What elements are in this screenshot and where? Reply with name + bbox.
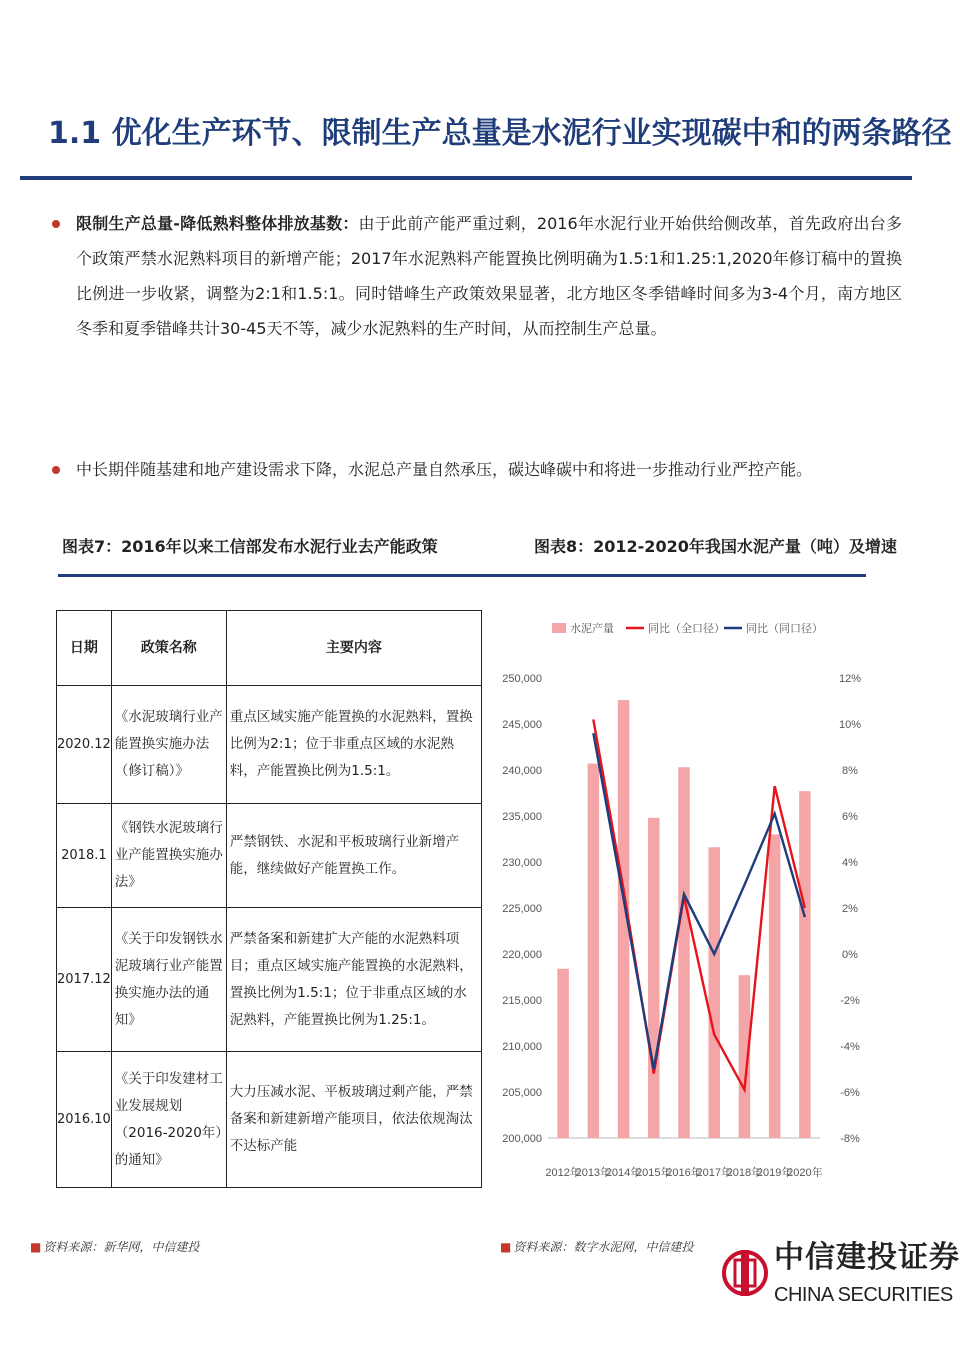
bullet-text: 中长期伴随基建和地产建设需求下降，水泥总产量自然承压，碳达峰碳中和将进一步推动行业严控产能。 [76,460,813,479]
bullet-lead: 限制生产总量-降低熟料整体排放基数： [76,214,359,233]
cell-content: 严禁钢铁、水泥和平板玻璃行业新增产能，继续做好产能置换工作。 [226,804,481,908]
header-content: 主要内容 [226,611,481,686]
cell-name: 《钢铁水泥玻璃行业产能置换实施办法》 [111,804,226,908]
y2-tick-label: -8% [840,1133,860,1145]
bullet-dot [52,466,60,474]
china-securities-logo [722,1226,960,1326]
table-row [57,686,482,804]
y2-tick-label: -4% [840,1041,860,1053]
cell-date: 2018.1 [57,804,112,908]
y2-tick-label: 0% [842,949,858,961]
bar-2020年 [799,791,810,1138]
y-tick-label: 210,000 [502,1041,542,1053]
y-tick-label: 205,000 [502,1087,542,1099]
bullet-dot [52,220,60,228]
bar-2019年 [769,834,780,1138]
page-title: 1.1 优化生产环节、限制生产总量是水泥行业实现碳中和的两条路径 [48,116,952,151]
x-tick-label: 2014年 [605,1167,642,1179]
y2-tick-label: 8% [842,765,858,777]
source-marker: ■ [500,1240,512,1254]
y2-tick-label: 10% [838,719,862,731]
x-tick-label: 2012年 [545,1167,581,1179]
logo-chinese-text: 中信建投证券 [774,1240,960,1275]
title-divider [20,176,912,180]
source-marker: ■ [30,1240,42,1254]
bar-2017年 [708,847,719,1138]
y2-tick-label: -6% [840,1087,860,1099]
cell-content: 重点区域实施产能置换的水泥熟料，置换比例为2:1；位于非重点区域的水泥熟料，产能置换比例为1.5:1。 [226,686,481,804]
bar-2015年 [648,818,659,1138]
figure8-source [500,1238,693,1255]
table-row [57,1052,482,1188]
x-tick-label: 2019年 [756,1167,793,1179]
x-tick-label: 2020年 [787,1167,823,1179]
figure7-caption: 图表7：2016年以来工信部发布水泥行业去产能政策 [62,537,438,556]
cell-content: 严禁备案和新建扩大产能的水泥熟料项目；重点区域实施产能置换的水泥熟料，置换比例为1.5:1；位于非重点区域的水泥熟料，产能置换比例为1.25:1。 [226,908,481,1052]
cell-date: 2016.10 [57,1052,112,1188]
y-tick-label: 250,000 [502,673,542,685]
y-tick-label: 220,000 [502,949,542,961]
table-row [57,804,482,908]
x-tick-label: 2017年 [696,1167,732,1179]
y-tick-label: 225,000 [502,903,542,915]
bar-2012年 [557,969,568,1138]
logo-english-text: CHINA SECURITIES [774,1284,953,1306]
bullet-paragraph-1 [52,206,902,346]
legend-swatch-bar [552,623,566,633]
y2-tick-label: 6% [842,811,858,823]
cell-name: 《关于印发钢铁水泥玻璃行业产能置换实施办法的通知》 [111,908,226,1052]
legend-label-bar: 水泥产量 [570,622,614,635]
policy-table [56,610,482,1188]
x-tick-label: 2015年 [636,1167,672,1179]
y2-tick-label: -2% [840,995,860,1007]
legend-label-same: 同比（同口径） [746,622,823,635]
figure7-source [30,1238,199,1255]
cell-name: 《关于印发建材工业发展规划（2016-2020年）的通知》 [111,1052,226,1188]
x-tick-label: 2018年 [726,1167,763,1179]
header-name: 政策名称 [111,611,226,686]
legend-label-full: 同比（全口径） [648,622,725,635]
y2-tick-label: 4% [842,857,858,869]
y-tick-label: 230,000 [502,857,542,869]
y-tick-label: 245,000 [502,719,542,731]
x-tick-label: 2016年 [666,1167,702,1179]
header-date: 日期 [57,611,112,686]
figure7-source-text: 资料来源：新华网，中信建投 [43,1240,200,1254]
chart-svg [490,600,870,1200]
bullet-paragraph-2 [52,452,902,487]
y-tick-label: 215,000 [502,995,542,1007]
cell-content: 大力压减水泥、平板玻璃过剩产能，严禁备案和新建新增产能项目，依法依规淘汰不达标产能 [226,1052,481,1188]
x-tick-label: 2013年 [575,1167,612,1179]
cell-date: 2017.12 [57,908,112,1052]
y2-tick-label: 2% [842,903,858,915]
bullet-text: 由于此前产能严重过剩，2016年水泥行业开始供给侧改革，首先政府出台多个政策严禁水泥熟料项目的新增产能；2017年水泥熟料产能置换比例明确为1.5:1和1.25:1,2020年修订稿中的置换比例进一步收紧，调整为2:1和1.5:1。同时错峰生产政策效果显著，北方地区冬季错峰时间多为3-4个月，南方地区冬季和夏季错峰共计30-45天不等，减少水泥熟料的生产时间，从而控制生产总量。 [76,214,902,338]
figure-divider [58,574,866,577]
figure8-caption: 图表8：2012-2020年我国水泥产量（吨）及增速 [534,537,897,556]
y-tick-label: 240,000 [502,765,542,777]
bar-2016年 [678,767,689,1138]
table-row [57,908,482,1052]
y-tick-label: 200,000 [502,1133,542,1145]
y2-tick-label: 12% [838,673,862,685]
figure8-source-text: 资料来源：数字水泥网，中信建投 [513,1240,694,1254]
table-header-row [57,611,482,686]
cement-output-chart [490,600,870,1200]
cell-date: 2020.12 [57,686,112,804]
citic-logo-icon [722,1230,768,1316]
y-tick-label: 235,000 [502,811,542,823]
bar-2013年 [588,764,599,1138]
cell-name: 《水泥玻璃行业产能置换实施办法（修订稿）》 [111,686,226,804]
